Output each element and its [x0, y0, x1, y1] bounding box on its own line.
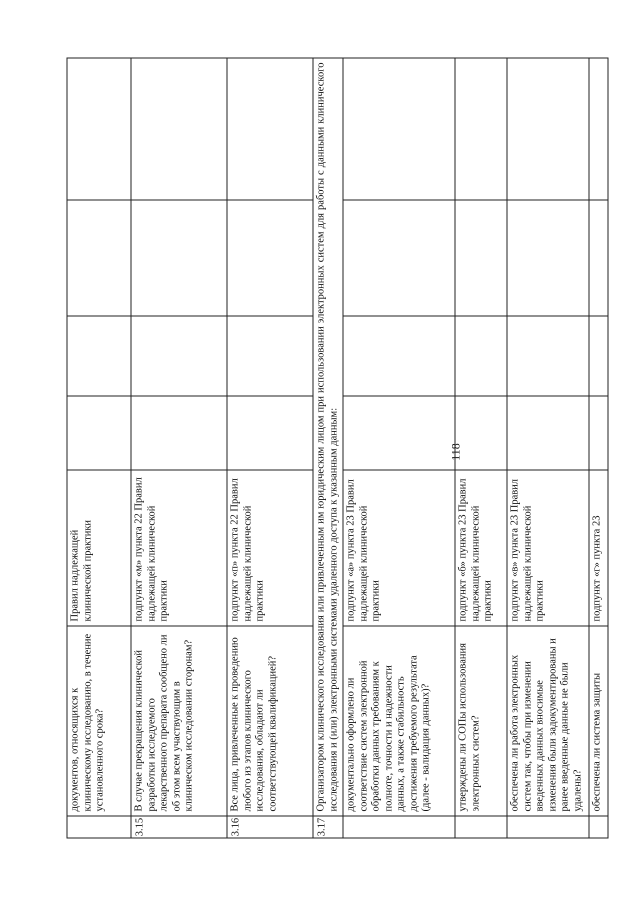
empty-cell [67, 316, 131, 396]
checklist-table [66, 57, 608, 838]
table-row [343, 58, 455, 838]
empty-cell [227, 316, 313, 396]
empty-cell [507, 396, 589, 470]
empty-cell [131, 58, 227, 200]
table-row [227, 58, 313, 838]
row-question: документов, относящихся к клиническому исследованию, в течение установленного срока? [67, 626, 131, 816]
row-reference: подпункт «г» пункта 23 [589, 470, 608, 626]
row-question: В случае прекращения клинической разработки исследуемого лекарственного препарата сообщено ли об этом всем участвующим в клиническом исследовании сторонам? [131, 626, 227, 816]
section-text: Организатором клинического исследования или привлеченным им юридическим лицом при использовании электронных систем для работы с данными клинического исследования и (или) электронными системами удаленного доступа к указанным данным: [313, 58, 343, 816]
row-reference: Правил надлежащей клинической практики [67, 470, 131, 626]
checklist-table-rotated [66, 58, 607, 838]
page-number: 118 [448, 443, 463, 461]
empty-cell [343, 396, 455, 470]
empty-cell [589, 58, 608, 200]
row-number [67, 816, 131, 838]
empty-cell [589, 316, 608, 396]
empty-cell [227, 58, 313, 200]
row-number: 3.15 [131, 816, 227, 838]
empty-cell [455, 316, 507, 396]
row-question: утверждены ли СОПы использования электронных систем? [455, 626, 507, 816]
empty-cell [455, 816, 507, 838]
row-reference: подпункт «п» пункта 22 Правил надлежащей клинической практики [227, 470, 313, 626]
empty-cell [589, 816, 608, 838]
empty-cell [343, 200, 455, 316]
empty-cell [67, 58, 131, 200]
row-question: обеспечена ли работа электронных систем так, чтобы при изменении введенных данных вносимые изменения были задокументированы и ранее введенные данные не были удалены? [507, 626, 589, 816]
row-question: документально оформлено ли соответствие систем электронной обработки данных требованиям к полноте, точности и надежности данных, а также стабильность достижения требуемого результата (далее - валидация данных)? [343, 626, 455, 816]
empty-cell [343, 316, 455, 396]
empty-cell [589, 396, 608, 470]
empty-cell [343, 816, 455, 838]
row-reference: подпункт «в» пункта 23 Правил надлежащей клинической практики [507, 470, 589, 626]
row-reference: подпункт «м» пункта 22 Правил надлежащей клинической практики [131, 470, 227, 626]
table-row [455, 58, 507, 838]
row-number: 3.16 [227, 816, 313, 838]
empty-cell [343, 58, 455, 200]
row-question: обеспечена ли система защиты [589, 626, 608, 816]
empty-cell [507, 316, 589, 396]
empty-cell [131, 200, 227, 316]
empty-cell [455, 58, 507, 200]
table-row [67, 58, 131, 838]
empty-cell [227, 396, 313, 470]
table-row [589, 58, 608, 838]
empty-cell [67, 200, 131, 316]
empty-cell [131, 316, 227, 396]
row-reference: подпункт «а» пункта 23 Правил надлежащей клинической практики [343, 470, 455, 626]
table-row [131, 58, 227, 838]
empty-cell [589, 200, 608, 316]
empty-cell [507, 200, 589, 316]
row-reference: подпункт «б» пункта 23 Правил надлежащей клинической практики [455, 470, 507, 626]
row-question: Все лица, привлеченные к проведению любого из этапов клинического исследования, обладают ли соответствующей квалификацией? [227, 626, 313, 816]
empty-cell [507, 816, 589, 838]
checklist-table-area [66, 58, 607, 838]
empty-cell [131, 396, 227, 470]
empty-cell [507, 58, 589, 200]
empty-cell [67, 396, 131, 470]
section-number: 3.17 [313, 816, 343, 838]
empty-cell [227, 200, 313, 316]
section-row [313, 58, 343, 838]
empty-cell [455, 200, 507, 316]
empty-cell [455, 396, 507, 470]
table-row [507, 58, 589, 838]
